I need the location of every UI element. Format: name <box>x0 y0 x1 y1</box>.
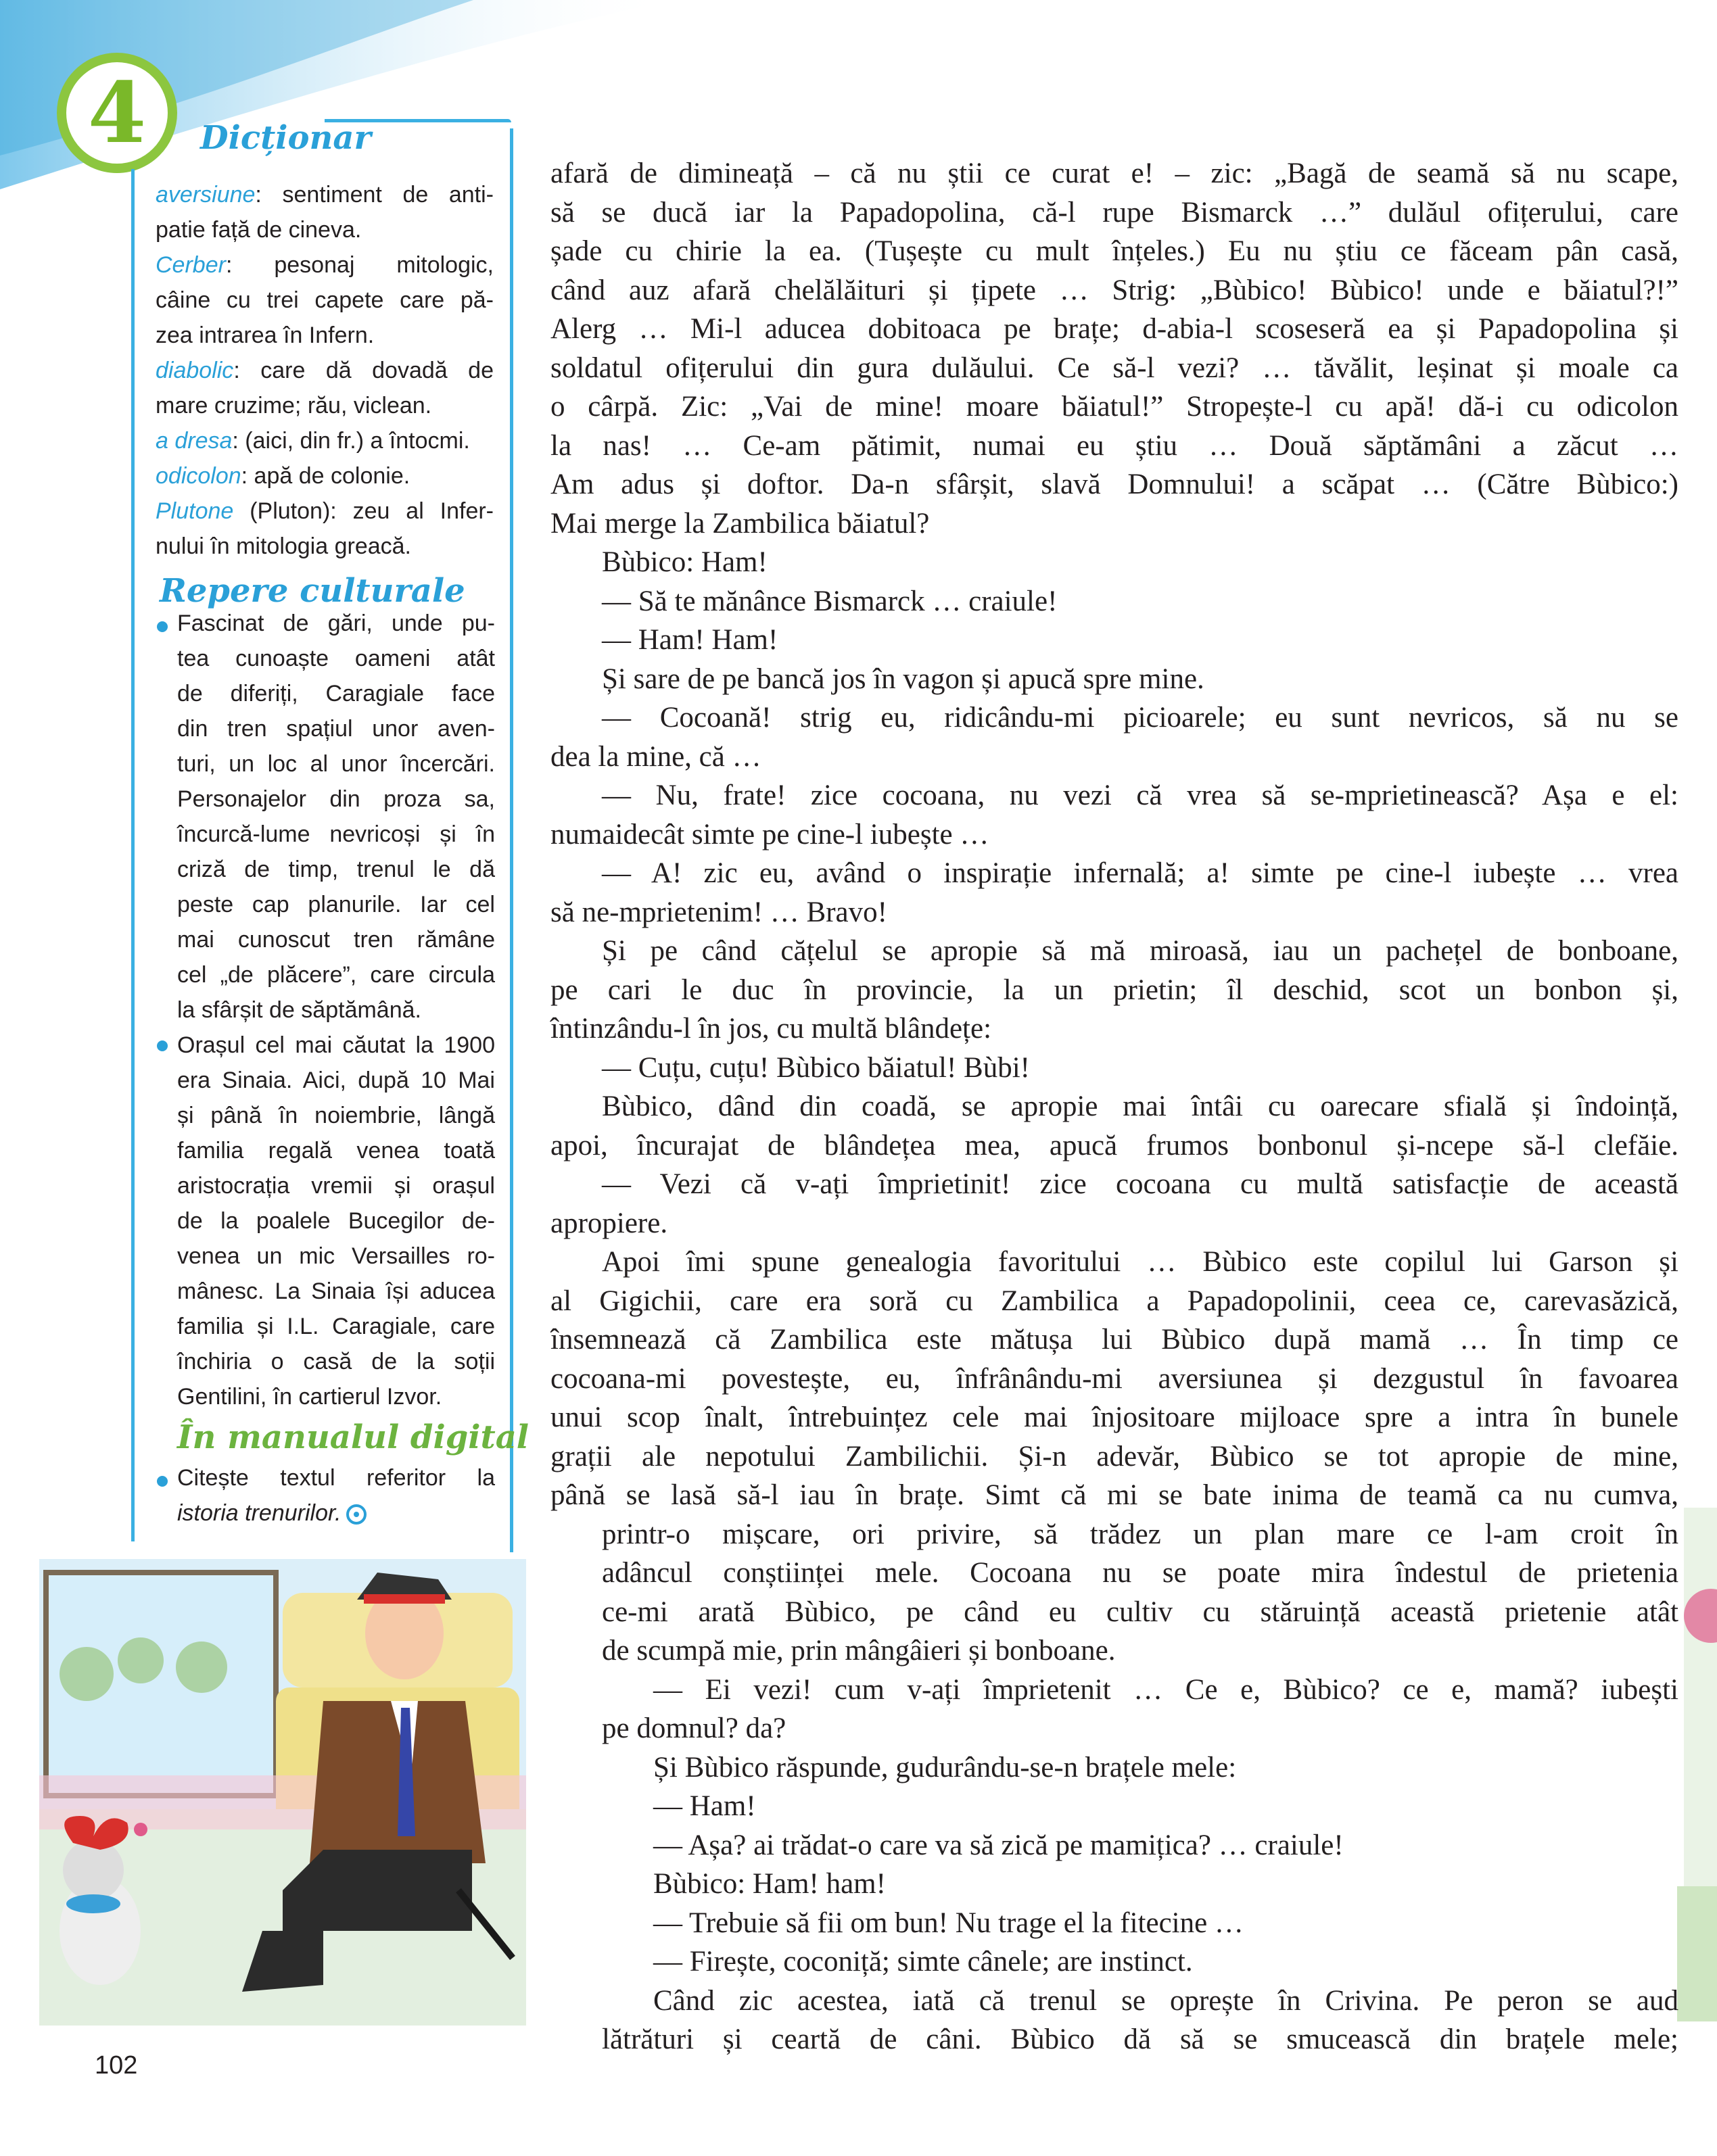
story-line: afară de dimineață – că nu știi ce curat e! – zic: „Bagă de seamă să nu scape, <box>550 158 1678 189</box>
story-line: șade cu chirie la ea. (Tușește cu mult înțeles.) Eu nu știu ce făceam pân casă, <box>550 235 1678 267</box>
story-line: — A! zic eu, având o inspirație infernală; a! simte pe cine-l iubește … vrea <box>602 857 1678 889</box>
dictionary-line <box>156 353 494 388</box>
dictionary-term: aversiune <box>156 182 256 208</box>
bullet-icon <box>157 1040 168 1051</box>
cultural-line: mânesc. La Sinaia își aducea <box>177 1278 495 1304</box>
sidebar-border-left <box>131 169 135 1541</box>
page-number: 102 <box>95 2051 138 2080</box>
story-line: de scumpă mie, prin mângâieri și bonboane. <box>602 1635 1116 1667</box>
dictionary-term: Cerber <box>156 252 226 278</box>
dictionary-title: Dicționar <box>200 119 371 157</box>
story-line: — Cuțu, cuțu! Bùbico băiatul! Bùbi! <box>602 1051 1030 1084</box>
dictionary-definition: : apă de colonie. <box>241 463 410 489</box>
story-line: să ne-mprietenim! … Bravo! <box>550 896 887 928</box>
cultural-line: la sfârșit de săptămână. <box>177 997 421 1023</box>
dictionary-line <box>156 529 494 564</box>
story-line: Când zic acestea, iată că trenul se oprește în Crivina. Pe peron se aud <box>653 1984 1678 2017</box>
sidebar-border-right <box>510 128 513 1568</box>
story-line: numaidecât simte pe cine-l iubește … <box>550 818 989 851</box>
bullet-icon <box>157 621 168 632</box>
cultural-line: aristocrația vremii și orașul <box>177 1173 495 1199</box>
story-line: să se ducă iar la Papadopolina, că-l rupe Bismarck …” dulăul ofițerului, care <box>550 196 1678 229</box>
cultural-line: Gentilini, în cartierul Izvor. <box>177 1384 442 1410</box>
cultural-line: turi, un loc al unor încercări. <box>177 751 495 777</box>
digital-manual-link-line[interactable] <box>177 1495 495 1531</box>
story-line: Și Bùbico răspunde, gudurându-se-n brațele mele: <box>653 1751 1237 1783</box>
story-line: — Așa? ai trădat-o care va să zică pe mamițica? … craiule! <box>653 1829 1344 1861</box>
dictionary-definition: : care dă dovadă de <box>233 358 494 383</box>
dictionary-line <box>156 212 494 247</box>
story-line: întinzându-l în jos, cu multă blândețe: <box>550 1013 992 1045</box>
story-line: pe cari le duc în provincie, la un prietin; îl deschid, scot un bonbon și, <box>550 974 1678 1006</box>
dictionary-definition: câine cu trei capete care pă- <box>156 287 494 313</box>
story-line: Bùbico: Ham! ham! <box>653 1868 886 1900</box>
cultural-line: peste cap planurile. Iar cel <box>177 892 495 917</box>
story-line: Am adus și doftor. Da-n sfârșit, slavă Domnului! a scăpat … (Către Bùbico:) <box>550 469 1678 500</box>
dictionary-term: odicolon <box>156 463 241 489</box>
story-line: Și pe când cățelul se apropie să mă miroasă, iau un pachețel de bonboane, <box>602 935 1678 967</box>
chapter-number-badge: 4 <box>57 53 177 173</box>
story-line: la nas! … Ce-am pătimit, numai eu știu … Două săptămâni a zăcut … <box>550 429 1678 462</box>
story-line: apropiere. <box>550 1207 668 1239</box>
dictionary-definition: : pesonaj mitologic, <box>225 252 494 278</box>
dictionary-definition: : sentiment de anti- <box>255 182 494 208</box>
dictionary-definition: : (aici, din fr.) a întocmi. <box>232 428 470 454</box>
story-text <box>550 154 1678 2059</box>
cultural-line: de diferiți, Caragiale face <box>177 681 495 706</box>
digital-manual-text <box>177 1460 495 1531</box>
story-line: unui scop înalt, întrebuințez cele mai înjositoare mijloace spre a intra în bunele <box>550 1402 1678 1433</box>
story-line: ce-mi arată Bùbico, pe când eu cultiv cu stăruință această prietenie atât <box>602 1596 1678 1628</box>
story-line: cocoana-mi povestește, eu, înfrânându-mi aversiunea și dezgustul în favoarea <box>550 1362 1678 1395</box>
dictionary-line <box>156 388 494 423</box>
story-line: când auz afară chelălăituri și țipete … Strig: „Bùbico! Bùbico! unde e băiatul?!” <box>550 274 1678 306</box>
story-line: Alerg … Mi-l aducea dobitoaca pe brațe; d-abia-l scoseseră ea și Papadopolina și <box>550 313 1678 345</box>
story-line: al Gigichii, care era soră cu Zambilica a Papadopolinii, ceea ce, carevasăzică, <box>550 1285 1678 1317</box>
cultural-line: de la poalele Bucegilor de- <box>177 1208 495 1234</box>
dictionary-line <box>156 318 494 353</box>
cultural-references-title: Repere culturale <box>160 572 465 610</box>
story-line: — Cocoană! strig eu, ridicându-mi picioarele; eu sunt nevricos, să nu se <box>602 702 1678 734</box>
dictionary-term: Plutone <box>156 498 234 524</box>
dictionary-line <box>156 247 494 283</box>
story-line: însemnează că Zambilica este mătușa lui Bùbico după mamă … În timp ce <box>550 1324 1678 1356</box>
cultural-line: criză de timp, trenul le dă <box>177 857 495 882</box>
bullet-icon <box>157 1476 168 1487</box>
story-line: dea la mine, că … <box>550 740 761 773</box>
story-line: Bùbico, dând din coadă, se apropie mai întâi cu oarecare sfială și îndoință, <box>602 1091 1678 1122</box>
story-line: — Firește, coconiță; simte cânele; are instinct. <box>653 1946 1193 1978</box>
story-line: — Ei vezi! cum v-ați împrietenit … Ce e, Bùbico? ce e, mamă? iubești <box>653 1673 1678 1706</box>
story-line: printr-o mișcare, ori privire, să trădez un plan mare ce l-am croit în <box>602 1518 1678 1550</box>
cultural-line: încurcă-lume nevricoși și în <box>177 821 495 847</box>
story-line: soldatul ofițerului din gura dulăului. Ce să-l vezi? … tăvălit, leșinat și moale ca <box>550 352 1678 384</box>
digital-manual-line: Citește textul referitor la <box>177 1465 495 1491</box>
story-line: — Să te mănânce Bismarck … craiule! <box>602 585 1058 617</box>
dictionary-term: diabolic <box>156 358 234 383</box>
cultural-line: Fascinat de gări, unde pu- <box>177 610 495 636</box>
story-line: — Trebuie să fii om bun! Nu trage el la fitecine … <box>653 1907 1244 1939</box>
cultural-line: cel „de plăcere”, care circula <box>177 962 495 988</box>
story-line: Apoi îmi spune genealogia favoritului … Bùbico este copilul lui Garson și <box>602 1246 1678 1278</box>
dictionary-list <box>156 177 494 564</box>
cultural-line: familia și I.L. Caragiale, care <box>177 1314 495 1339</box>
cultural-line: Personajelor din proza sa, <box>177 786 495 812</box>
cultural-line: tea cunoaște oameni atât <box>177 646 495 671</box>
story-line: pe domnul? da? <box>602 1712 786 1744</box>
cultural-line: închiria o casă de la soții <box>177 1349 495 1374</box>
story-line: Și sare de pe bancă jos în vagon și apucă spre mine. <box>602 663 1204 695</box>
story-line: — Vezi că v-ați împrietinit! zice cocoana cu multă satisfacție de această <box>602 1168 1678 1200</box>
digital-manual-title: În manualul digital <box>177 1418 530 1456</box>
dictionary-definition: zea intrarea în Infern. <box>156 322 375 348</box>
dictionary-term: a dresa <box>156 428 233 454</box>
dictionary-line <box>156 177 494 212</box>
story-line: adâncul conștiinței mele. Cocoana nu se poate mira îndestul de prietenia <box>602 1557 1678 1589</box>
disc-icon[interactable] <box>346 1504 367 1525</box>
train-passenger-illustration <box>39 1552 526 2026</box>
dictionary-line <box>156 423 494 458</box>
dictionary-line <box>156 494 494 529</box>
dictionary-line <box>156 458 494 494</box>
cultural-references-text <box>177 606 495 1414</box>
cultural-line: era Sinaia. Aici, după 10 Mai <box>177 1068 495 1093</box>
dictionary-definition: patie față de cineva. <box>156 217 362 243</box>
dictionary-definition: (Pluton): zeu al Infer- <box>233 498 494 524</box>
story-line: Bùbico: Ham! <box>602 546 768 578</box>
dictionary-definition: mare cruzime; rău, viclean. <box>156 393 432 418</box>
cultural-line: familia regală venea toată <box>177 1138 495 1164</box>
digital-resource-link[interactable]: istoria trenurilor. <box>177 1500 342 1526</box>
cultural-line: mai cunoscut tren rămâne <box>177 927 495 953</box>
story-line: o cârpă. Zic: „Vai de mine! moare băiatul!” Stropește-l cu apă! dă-i cu odicolon <box>550 391 1678 423</box>
cultural-line: și până în noiembrie, lângă <box>177 1103 495 1128</box>
story-line: până se lasă să-l iau în brațe. Simt că mi se bate inima de teamă ca nu cumva, <box>550 1479 1678 1511</box>
story-line: lătrături și ceartă de câni. Bùbico dă să se smucească din brațele mele; <box>602 2023 1678 2055</box>
story-line: apoi, încurajat de blândețea mea, apucă frumos bonbonul și-ncepe să-l clefăie. <box>550 1129 1678 1161</box>
story-line: — Ham! Ham! <box>602 624 778 656</box>
story-line: — Nu, frate! zice cocoana, nu vezi că vrea să se-mprietinească? Așa e el: <box>602 780 1678 811</box>
story-line: Mai merge la Zambilica băiatul? <box>550 507 930 540</box>
dictionary-definition: nului în mitologia greacă. <box>156 533 412 559</box>
cultural-line: Orașul cel mai căutat la 1900 <box>177 1032 495 1058</box>
story-line: grații ale nepotului Zambilichii. Și-n adevăr, Bùbico se tot apropie de mine, <box>550 1440 1678 1472</box>
cultural-line: din tren spațiul unor aven- <box>177 716 495 742</box>
cultural-line: venea un mic Versailles ro- <box>177 1243 495 1269</box>
story-line: — Ham! <box>653 1790 756 1822</box>
dictionary-line <box>156 283 494 318</box>
